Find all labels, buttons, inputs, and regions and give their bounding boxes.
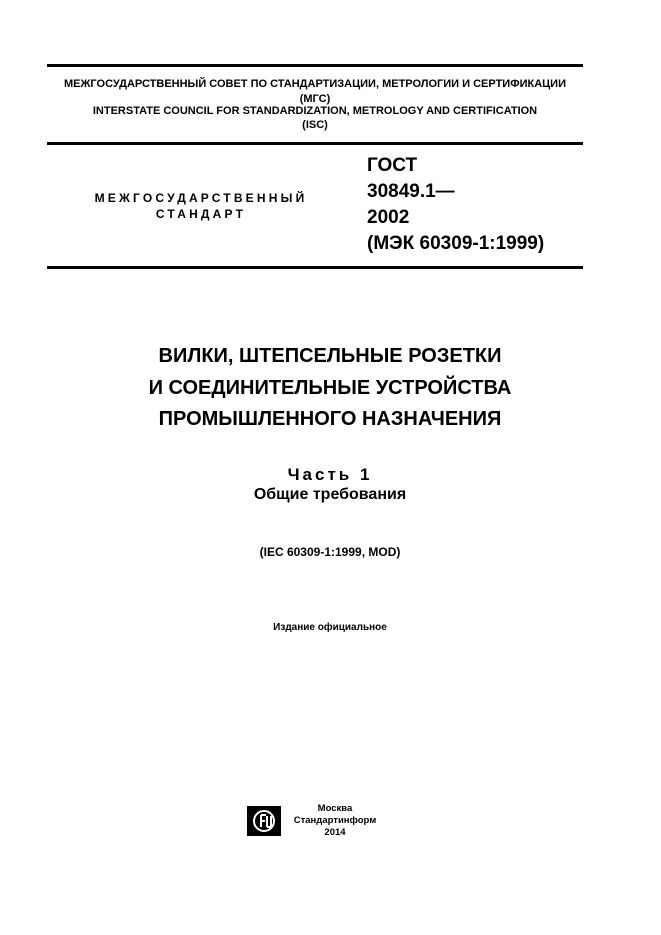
- bottom-rule: [47, 266, 583, 269]
- part-subtitle: Общие требования: [253, 486, 407, 503]
- gost-line2: 30849.1—: [367, 181, 455, 202]
- gost-designation: [367, 153, 544, 257]
- council-en: INTERSTATE COUNCIL FOR STANDARDIZATION, METROLOGY AND CERTIFICATION: [92, 105, 538, 117]
- top-rule: [47, 64, 583, 67]
- edition-note: Издание официальное: [273, 622, 387, 633]
- council-ru: МЕЖГОСУДАРСТВЕННЫЙ СОВЕТ ПО СТАНДАРТИЗАЦИИ, МЕТРОЛОГИИ И СЕРТИФИКАЦИИ: [63, 78, 566, 90]
- gost-line1: ГОСТ: [367, 155, 418, 176]
- publisher-name: Стандартинформ: [293, 815, 377, 826]
- iec-reference: (IEC 60309-1:1999, MOD): [259, 545, 401, 559]
- gost-line3: 2002: [367, 207, 410, 228]
- publisher-city: Москва: [317, 803, 353, 814]
- publisher-year: 2014: [324, 827, 346, 838]
- standartinform-logo-icon: [247, 806, 281, 836]
- council-en-abbr: (ISC): [302, 119, 328, 131]
- standard-kind-line2: СТАНДАРТ: [155, 207, 247, 221]
- council-ru-abbr: (МГС): [299, 93, 331, 105]
- title-line3: ПРОМЫШЛЕННОГО НАЗНАЧЕНИЯ: [158, 408, 502, 430]
- middle-rule: [47, 142, 583, 145]
- publisher-block: [290, 803, 380, 839]
- title-line2: И СОЕДИНИТЕЛЬНЫЕ УСТРОЙСТВА: [148, 377, 512, 399]
- gost-line4: (МЭК 60309-1:1999): [367, 233, 545, 254]
- standard-kind-line1: МЕЖГОСУДАРСТВЕННЫЙ: [94, 191, 308, 205]
- title-line1: ВИЛКИ, ШТЕПСЕЛЬНЫЕ РОЗЕТКИ: [158, 345, 502, 367]
- part-number: Часть 1: [287, 465, 373, 484]
